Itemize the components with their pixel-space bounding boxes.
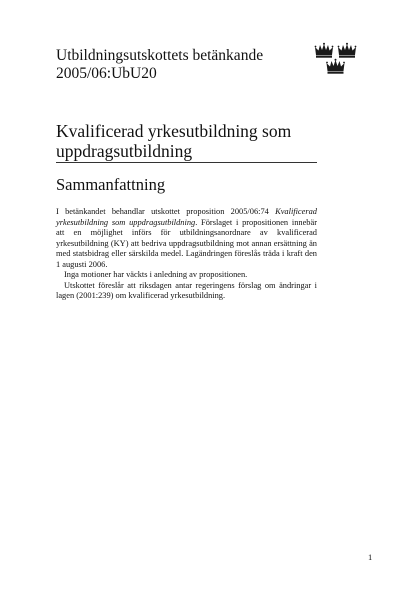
report-id: 2005/06:UbU20 <box>56 65 157 82</box>
summary-p1-after: . Förslaget i propositionen innebär att en möjlighet införs för utbildningsanordnare av kvalificerad yrkesutbildning (KY) att bedriva uppdragsutbildning mot annan ersättning än med statsbidrag eller särskilda medel. Lagändringen föreslås träda i kraft den 1 augusti 2006. <box>56 217 317 269</box>
summary-p1-before: I betänkandet behandlar utskottet proposition 2005/06:74 <box>56 207 276 216</box>
summary-heading: Sammanfattning <box>56 175 166 194</box>
committee-report-label: Utbildningsutskottets betänkande <box>56 47 264 64</box>
document-header <box>56 47 286 83</box>
summary-paragraph-3: Utskottet föreslår att riksdagen antar regeringens förslag om ändringar i lagen (2001:239) om kvalificerad yrkesutbildning. <box>56 280 317 300</box>
title-divider <box>56 162 317 163</box>
document-title <box>56 121 326 161</box>
page-number: 1 <box>368 552 373 562</box>
document-title-line2: uppdragsutbildning <box>56 141 193 161</box>
proposition-title: Kvalificerad yrkesutbildning som uppdragsutbildning <box>56 207 317 227</box>
document-title-line1: Kvalificerad yrkesutbildning som <box>56 121 292 141</box>
summary-paragraph-2: Inga motioner har väckts i anledning av propositionen. <box>64 270 248 279</box>
three-crowns-icon <box>314 42 358 76</box>
summary-body <box>56 207 317 302</box>
summary-paragraph-1 <box>56 207 317 270</box>
